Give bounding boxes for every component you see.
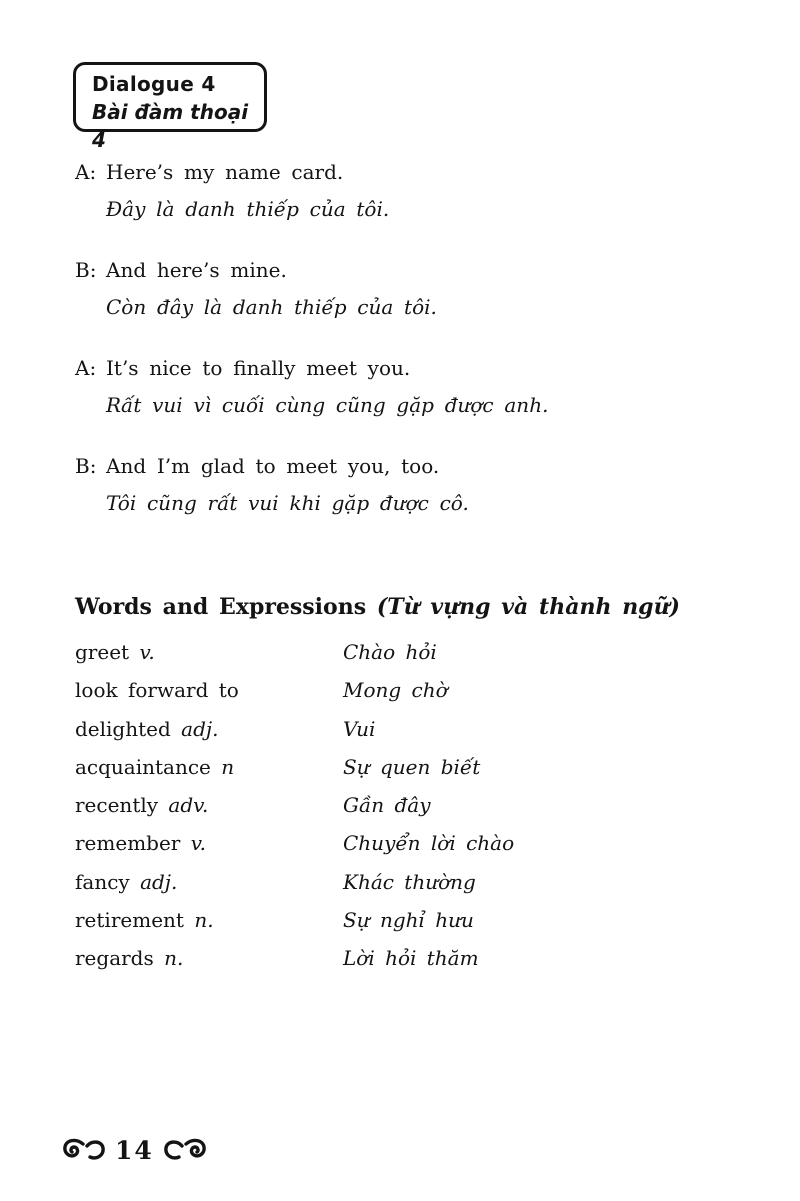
vocab-vietnamese-translation: Vui bbox=[343, 716, 376, 741]
vocab-vietnamese-translation: Khác thường bbox=[343, 869, 476, 894]
vocab-english-term bbox=[75, 863, 343, 901]
vocabulary-list bbox=[75, 633, 514, 978]
vocab-row bbox=[75, 710, 514, 748]
dialogue-english-text: And here’s mine. bbox=[106, 258, 287, 282]
vocab-word: greet bbox=[75, 640, 130, 664]
vocab-row bbox=[75, 863, 514, 901]
vocab-row bbox=[75, 901, 514, 939]
dialogue-exchange bbox=[75, 154, 548, 228]
vocab-part-of-speech: adj. bbox=[181, 716, 219, 741]
vocab-row bbox=[75, 939, 514, 977]
dialogue-vietnamese-line: Còn đây là danh thiếp của tôi. bbox=[106, 295, 437, 319]
dialogue-english-text: It’s nice to finally meet you. bbox=[106, 356, 411, 380]
speaker-label: A: bbox=[75, 356, 97, 380]
dialogue-title: Dialogue 4 bbox=[92, 72, 216, 96]
vocab-vietnamese-translation: Gần đây bbox=[343, 793, 431, 818]
vocab-word: remember bbox=[75, 831, 181, 856]
dialogue-english-line bbox=[75, 252, 548, 289]
vocab-english-term bbox=[75, 710, 343, 748]
vocab-english-term bbox=[75, 786, 343, 824]
vocab-part-of-speech: adv. bbox=[168, 793, 209, 818]
vocab-row bbox=[75, 748, 514, 786]
dialogue-english-text: And I’m glad to meet you, too. bbox=[106, 454, 440, 478]
dialogue-english-line bbox=[75, 350, 548, 387]
dialogue-subtitle-vietnamese: Bài đàm thoại 4 bbox=[92, 100, 249, 152]
dialogue-title-box bbox=[73, 62, 267, 152]
dialogue-section bbox=[75, 154, 548, 546]
vocab-word: recently bbox=[75, 793, 159, 818]
speaker-label: B: bbox=[75, 258, 97, 282]
vocab-row bbox=[75, 671, 514, 709]
vocab-word: look forward to bbox=[75, 678, 239, 703]
dialogue-vietnamese-line: Đây là danh thiếp của tôi. bbox=[106, 197, 390, 221]
vocab-vietnamese-translation: Chuyển lời chào bbox=[343, 831, 515, 856]
dialogue-english-line bbox=[75, 448, 548, 485]
dialogue-exchange bbox=[75, 350, 548, 424]
words-title-vietnamese: (Từ vựng và thành ngữ) bbox=[376, 594, 680, 620]
vocab-part-of-speech: n. bbox=[164, 946, 184, 971]
vocab-english-term bbox=[75, 748, 343, 786]
vocab-row bbox=[75, 824, 514, 862]
page-footer bbox=[62, 1138, 207, 1164]
vocab-part-of-speech: v. bbox=[139, 640, 155, 664]
vocab-english-term bbox=[75, 901, 343, 939]
vocab-vietnamese-translation: Mong chờ bbox=[343, 678, 448, 703]
vocab-english-term bbox=[75, 633, 343, 671]
vocab-english-term bbox=[75, 824, 343, 862]
page-number: 14 bbox=[115, 1136, 154, 1165]
vocab-row bbox=[75, 786, 514, 824]
scroll-flourish-right-icon bbox=[163, 1138, 207, 1164]
vocab-word: delighted bbox=[75, 716, 171, 741]
vocab-part-of-speech: n. bbox=[194, 908, 214, 933]
vocab-vietnamese-translation: Sự nghỉ hưu bbox=[343, 908, 474, 933]
vocab-vietnamese-translation: Sự quen biết bbox=[343, 754, 481, 779]
vocab-word: retirement bbox=[75, 908, 184, 933]
speaker-label: A: bbox=[75, 160, 97, 184]
vocab-english-term bbox=[75, 671, 343, 709]
dialogue-exchange bbox=[75, 252, 548, 326]
vocab-word: fancy bbox=[75, 869, 130, 894]
dialogue-vietnamese-line: Tôi cũng rất vui khi gặp được cô. bbox=[106, 491, 469, 515]
vocab-vietnamese-translation: Lời hỏi thăm bbox=[343, 946, 479, 971]
vocab-english-term bbox=[75, 939, 343, 977]
vocab-word: acquaintance bbox=[75, 754, 211, 779]
vocab-part-of-speech: adj. bbox=[140, 869, 178, 894]
dialogue-exchange bbox=[75, 448, 548, 522]
vocab-word: regards bbox=[75, 946, 154, 971]
vocab-part-of-speech: n bbox=[221, 754, 235, 779]
words-title-english: Words and Expressions bbox=[75, 594, 367, 620]
vocab-part-of-speech: v. bbox=[190, 831, 207, 856]
vocab-row bbox=[75, 633, 514, 671]
dialogue-vietnamese-line: Rất vui vì cuối cùng cũng gặp được anh. bbox=[106, 393, 549, 417]
vocab-vietnamese-translation: Chào hỏi bbox=[343, 640, 437, 664]
speaker-label: B: bbox=[75, 454, 97, 478]
scroll-flourish-left-icon bbox=[62, 1138, 106, 1164]
words-section-title bbox=[75, 592, 680, 622]
dialogue-english-text: Here’s my name card. bbox=[106, 160, 344, 184]
dialogue-english-line bbox=[75, 154, 548, 191]
